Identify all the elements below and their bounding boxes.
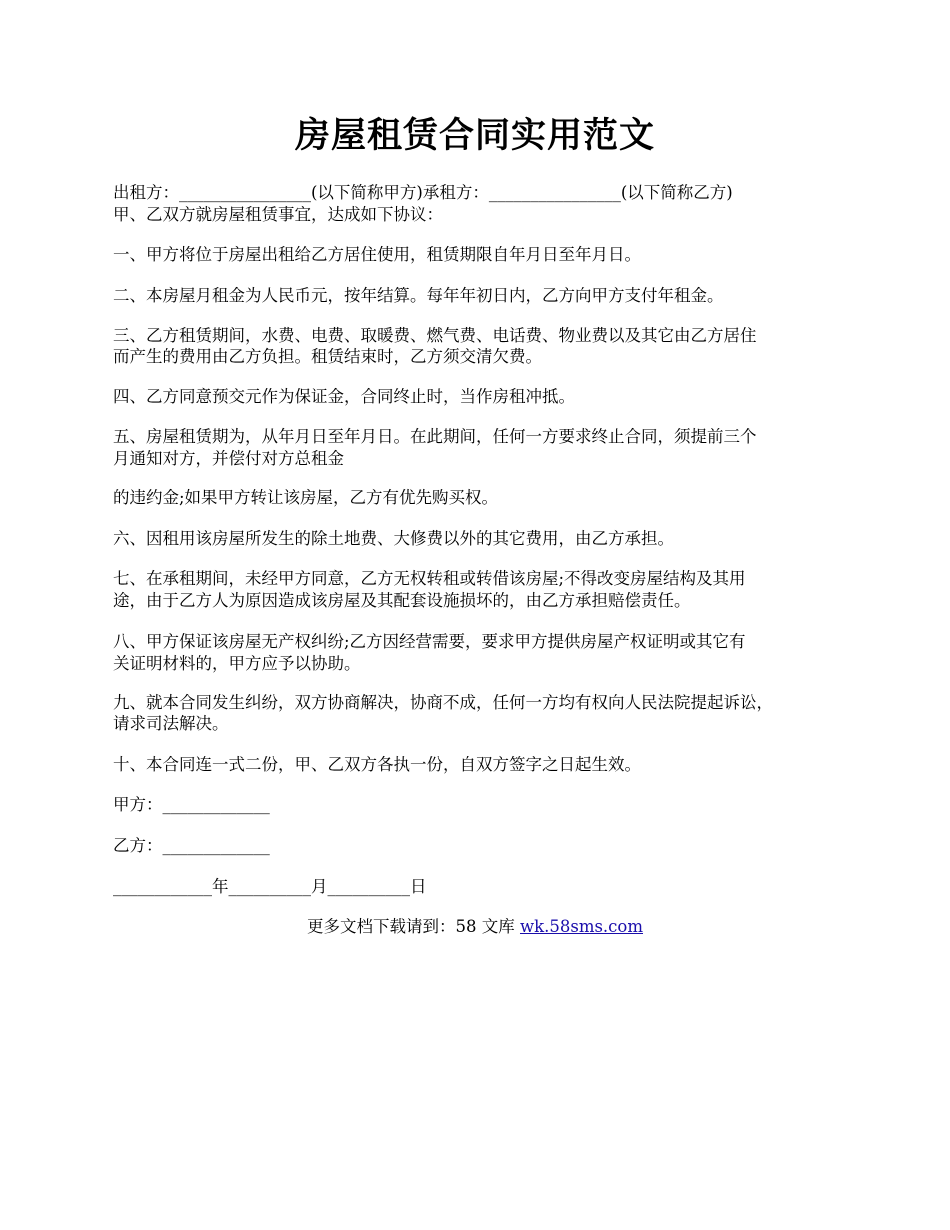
clause-5-line-1: 五、房屋租赁期为，从年月日至年月日。在此期间，任何一方要求终止合同，须提前三个	[113, 427, 757, 446]
party-a-signature: 甲方：_____________	[113, 795, 270, 814]
clause-5-line-3: 的违约金;如果甲方转让该房屋，乙方有优先购买权。	[113, 488, 499, 507]
clause-9-line-2: 请求司法解决。	[113, 714, 229, 733]
clause-8-line-1: 八、甲方保证该房屋无产权纠纷;乙方因经营需要，要求甲方提供房屋产权证明或其它有	[113, 632, 746, 651]
clause-3-line-2: 而产生的费用由乙方负担。租赁结束时，乙方须交清欠费。	[113, 347, 542, 366]
clause-6: 六、因租用该房屋所发生的除土地费、大修费以外的其它费用，由乙方承担。	[113, 529, 674, 548]
document-title: 房屋租赁合同实用范文	[294, 115, 655, 156]
clause-7-line-1: 七、在承租期间，未经甲方同意，乙方无权转租或转借该房屋;不得改变房屋结构及其用	[113, 569, 746, 588]
agreement-intro: 甲、乙双方就房屋租赁事宜，达成如下协议：	[113, 205, 443, 224]
party-b-signature: 乙方：_____________	[113, 836, 270, 855]
clause-2: 二、本房屋月租金为人民币元，按年结算。每年年初日内，乙方向甲方支付年租金。	[113, 286, 724, 305]
clause-7-line-2: 途，由于乙方人为原因造成该房屋及其配套设施损坏的，由乙方承担赔偿责任。	[113, 591, 691, 610]
clause-10: 十、本合同连一式二份，甲、乙双方各执一份，自双方签字之日起生效。	[113, 755, 641, 774]
clause-1: 一、甲方将位于房屋出租给乙方居住使用，租赁期限自年月日至年月日。	[113, 245, 641, 264]
clause-3-line-1: 三、乙方租赁期间，水费、电费、取暖费、燃气费、电话费、物业费以及其它由乙方居住	[113, 326, 757, 345]
clause-5-line-2: 月通知对方，并偿付对方总租金	[113, 449, 344, 468]
party-line: 出租方：________________(以下简称甲方)承租方：________________(以下简称乙方)	[113, 183, 733, 202]
download-footer	[0, 916, 950, 938]
clause-9-line-1: 九、就本合同发生纠纷，双方协商解决，协商不成，任何一方均有权向人民法院提起诉讼，	[113, 693, 773, 712]
footer-link[interactable]: wk.58sms.com	[519, 917, 643, 936]
signature-date: ____________年__________月__________日	[113, 877, 427, 896]
clause-4: 四、乙方同意预交元作为保证金，合同终止时，当作房租冲抵。	[113, 387, 575, 406]
footer-text: 更多文档下载请到：58 文库	[306, 917, 520, 936]
clause-8-line-2: 关证明材料的，甲方应予以协助。	[113, 654, 361, 673]
